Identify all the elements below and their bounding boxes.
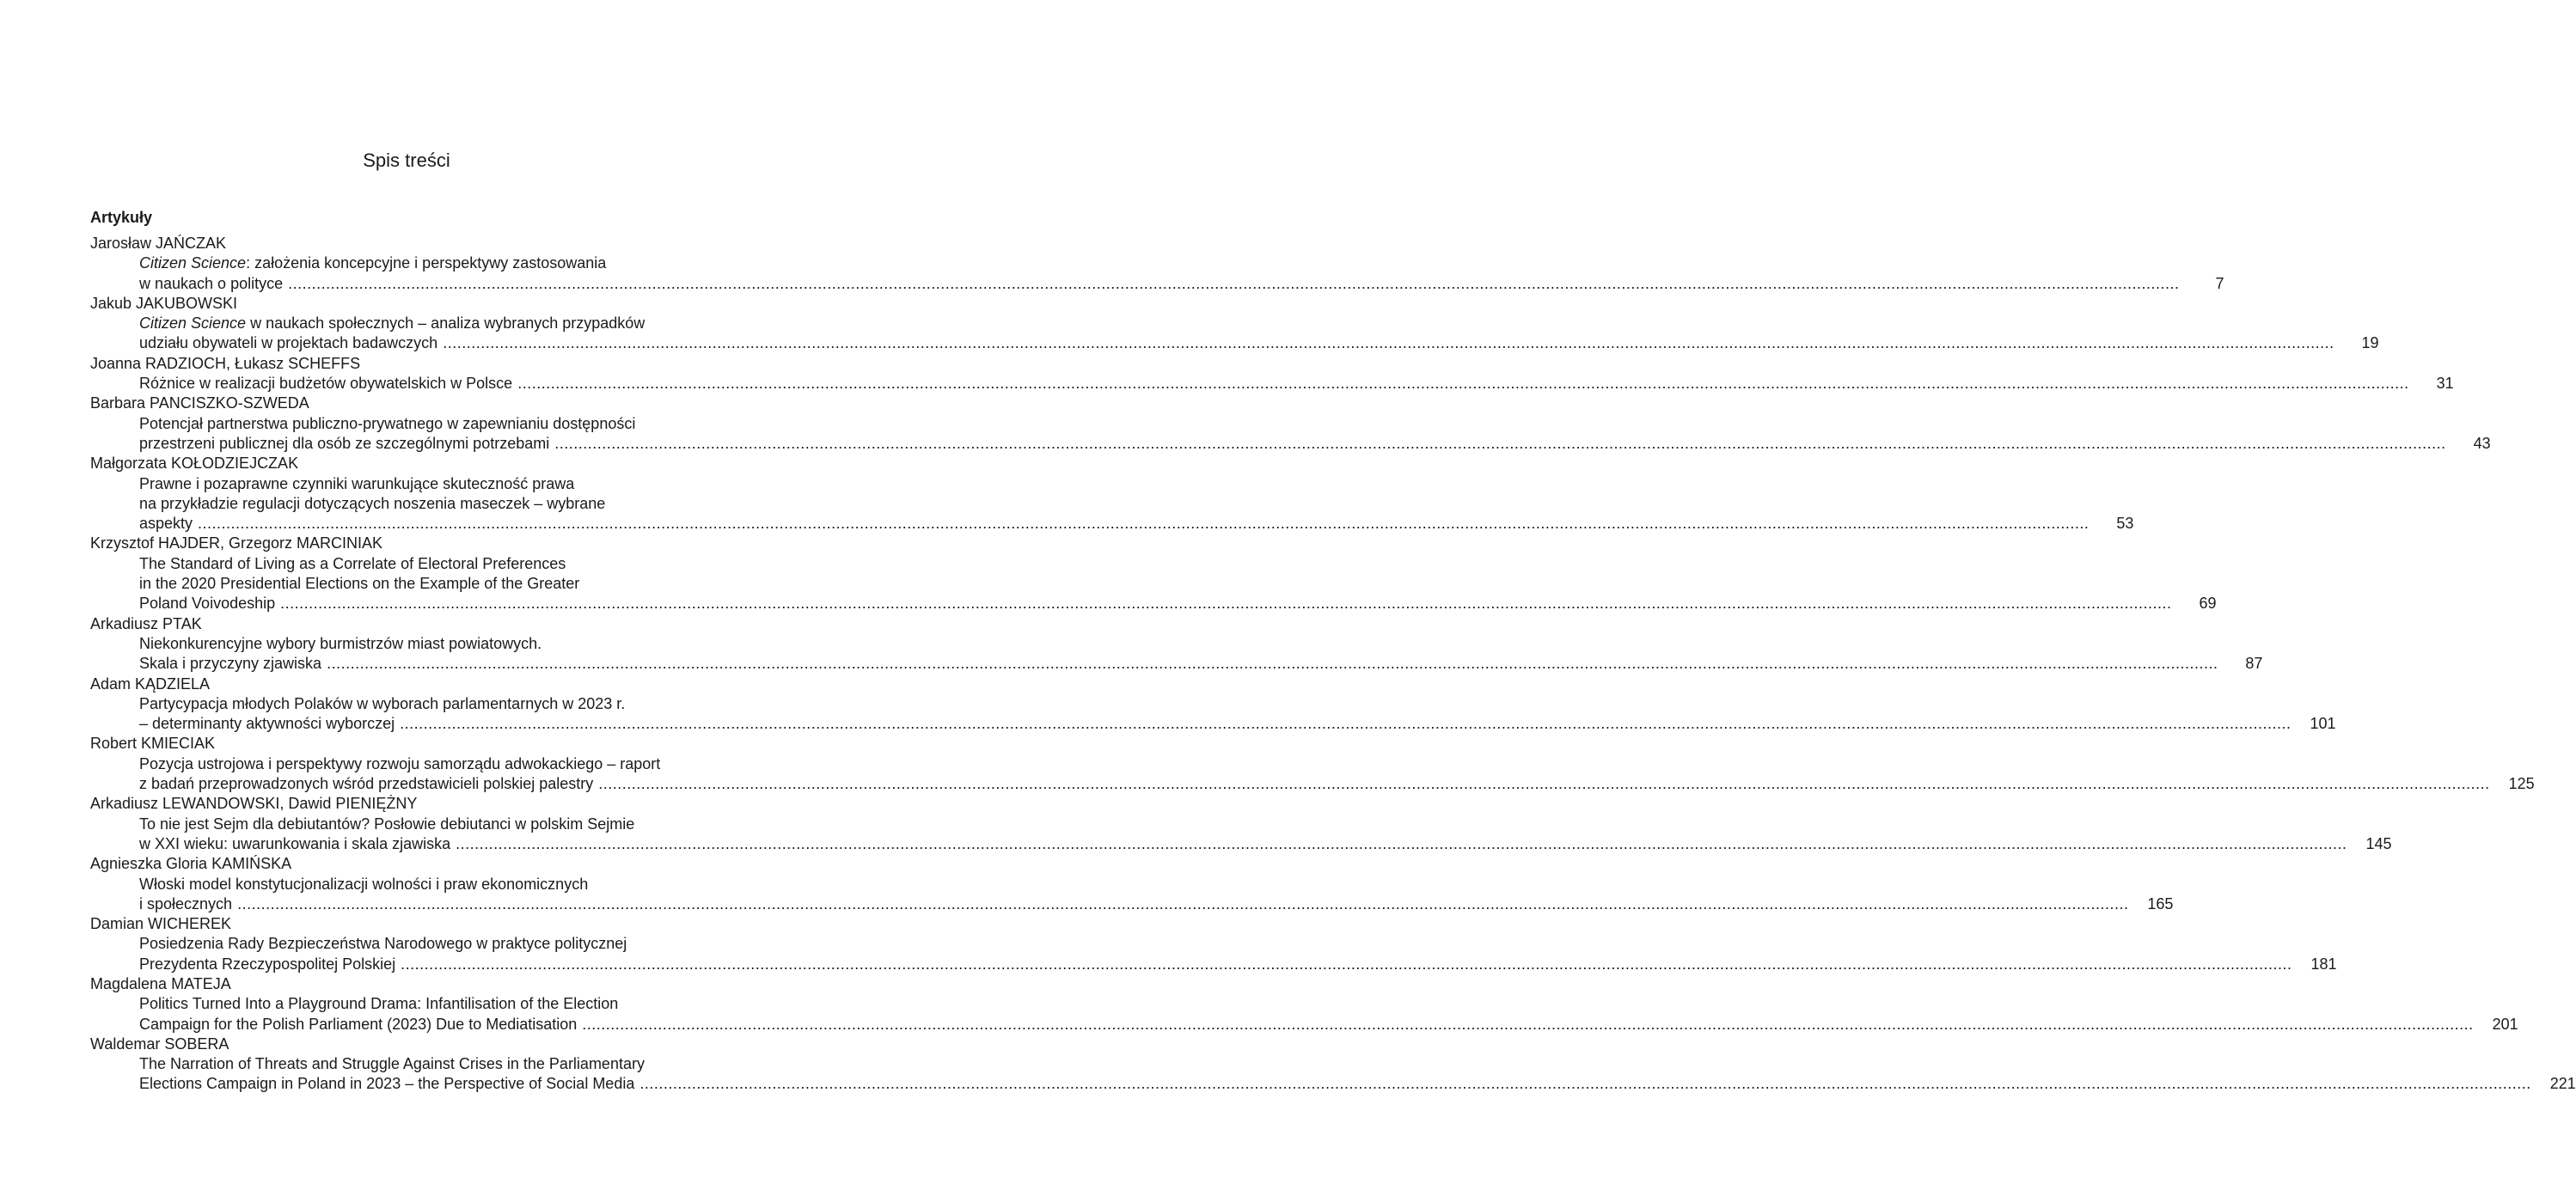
dot-leader: ................................................................................................................................................................................................................................................................................................................................................................................................................	[456, 834, 2347, 852]
toc-title	[90, 414, 2491, 455]
toc-title-text: Campaign for the Polish Parliament (2023) Due to Mediatisation	[139, 1015, 578, 1033]
toc-title-line	[139, 574, 725, 594]
toc-author: Arkadiusz PTAK	[90, 614, 202, 632]
toc-title-text: w naukach o polityce	[139, 274, 284, 292]
toc-author: Krzysztof HAJDER, Grzegorz MARCINIAK	[90, 534, 383, 552]
toc-author: Magdalena MATEJA	[90, 974, 231, 992]
toc-title-line	[139, 494, 725, 514]
toc-page-number: 125	[2508, 775, 2535, 793]
toc-entry[interactable]	[90, 974, 2518, 1035]
toc-title-line	[139, 934, 725, 954]
toc-author: Robert KMIECIAK	[90, 735, 216, 753]
toc-author: Barbara PANCISZKO-SZWEDA	[90, 394, 309, 412]
toc-title-last-line	[139, 894, 2174, 914]
dot-leader: ................................................................................................................................................................................................................................................................................................................................................................................................................	[327, 655, 2218, 673]
dot-leader: ................................................................................................................................................................................................................................................................................................................................................................................................................	[288, 274, 2180, 292]
toc-title-text: Politics Turned Into a Playground Drama: Infantilisation of the Election	[139, 995, 619, 1013]
toc-page-number: 87	[2245, 655, 2263, 673]
toc-page-number: 31	[2436, 375, 2454, 393]
toc-entry[interactable]	[90, 794, 2392, 854]
toc-title-text: z badań przeprowadzonych wśród przedstawicieli polskiej palestry	[139, 775, 594, 793]
toc-title-text: przestrzeni publicznej dla osób ze szczególnymi potrzebami	[139, 434, 550, 452]
toc-title-text: The Standard of Living as a Correlate of Electoral Preferences	[139, 554, 566, 572]
toc-author: Jarosław JAŃCZAK	[90, 235, 227, 252]
toc-title-last-line	[139, 834, 2392, 854]
toc-title-last-line	[139, 594, 2217, 613]
toc-entry[interactable]	[90, 1035, 2576, 1095]
toc-title	[90, 694, 2336, 735]
toc-title-text: – determinanty aktywności wyborczej	[139, 715, 395, 733]
toc-title-last-line	[139, 1074, 2576, 1094]
toc-title-last-line	[139, 374, 2454, 394]
toc-title	[90, 374, 2454, 394]
toc-page-number: 69	[2199, 595, 2217, 613]
toc-author: Adam KĄDZIELA	[90, 674, 211, 693]
toc-page-number: 19	[2361, 334, 2379, 352]
toc-author: Małgorzata KOŁODZIEJCZAK	[90, 455, 299, 473]
dot-leader: ................................................................................................................................................................................................................................................................................................................................................................................................................	[280, 595, 2172, 613]
toc-page-number: 201	[2492, 1015, 2518, 1033]
toc-title-line	[139, 634, 725, 654]
toc-title	[90, 754, 2535, 795]
toc-title-text: Poland Voivodeship	[139, 595, 276, 613]
toc-author: Jakub JAKUBOWSKI	[90, 294, 238, 312]
toc-title-last-line	[139, 774, 2535, 794]
toc-author: Joanna RADZIOCH, Łukasz SCHEFFS	[90, 354, 361, 372]
toc-title-text: Posiedzenia Rady Bezpieczeństwa Narodowego w praktyce politycznej	[139, 935, 627, 953]
toc-page-number: 221	[2549, 1075, 2576, 1093]
toc-title	[90, 875, 2174, 915]
toc-title-text: aspekty	[139, 515, 193, 533]
toc-title-text: udziału obywateli w projektach badawczych	[139, 334, 438, 352]
dot-leader: ................................................................................................................................................................................................................................................................................................................................................................................................................	[401, 955, 2292, 973]
toc-title-text: na przykładzie regulacji dotyczących noszenia maseczek – wybrane	[139, 494, 606, 512]
toc-entry[interactable]	[90, 354, 2454, 394]
toc-title-text: To nie jest Sejm dla debiutantów? Posłowie debiutanci w polskim Sejmie	[139, 815, 635, 833]
toc-title-text: Partycypacja młodych Polaków w wyborach parlamentarnych w 2023 r.	[139, 694, 626, 712]
dot-leader: ................................................................................................................................................................................................................................................................................................................................................................................................................	[582, 1015, 2474, 1033]
toc-author: Agnieszka Gloria KAMIŃSKA	[90, 855, 292, 873]
toc-entry[interactable]	[90, 234, 2224, 294]
toc-page-number: 53	[2116, 515, 2134, 533]
toc-entry[interactable]	[90, 854, 2174, 914]
toc-page-number: 7	[2215, 274, 2224, 292]
dot-leader: ................................................................................................................................................................................................................................................................................................................................................................................................................	[400, 715, 2291, 733]
toc-title-text: The Narration of Threats and Struggle Against Crises in the Parliamentary	[139, 1055, 645, 1073]
toc-title-text: Prawne i pozaprawne czynniki warunkujące skuteczność prawa	[139, 474, 575, 492]
toc-title-last-line	[139, 274, 2224, 294]
toc-title-last-line	[139, 333, 2379, 353]
toc-entry[interactable]	[90, 734, 2535, 794]
toc-title	[90, 1054, 2576, 1095]
toc-title-text: Prezydenta Rzeczypospolitej Polskiej	[139, 955, 396, 973]
toc-entry[interactable]	[90, 454, 2134, 534]
dot-leader: ................................................................................................................................................................................................................................................................................................................................................................................................................	[517, 375, 2409, 393]
toc-title	[90, 994, 2518, 1035]
toc-title	[90, 634, 2263, 674]
toc-title	[90, 815, 2392, 855]
toc-title-text: Różnice w realizacji budżetów obywatelskich w Polsce	[139, 375, 513, 393]
toc-title-last-line	[139, 434, 2491, 454]
dot-leader: ................................................................................................................................................................................................................................................................................................................................................................................................................	[443, 334, 2334, 352]
toc-title	[90, 554, 2217, 614]
toc-title-line	[139, 554, 725, 574]
toc-title-last-line	[139, 514, 2134, 534]
toc-title-italic: Citizen Science	[139, 254, 247, 272]
toc-title-text: i społecznych	[139, 894, 233, 912]
toc-title	[90, 314, 2379, 354]
toc-page-number: 181	[2310, 955, 2337, 973]
toc-author: Waldemar SOBERA	[90, 1035, 229, 1053]
toc-entry[interactable]	[90, 614, 2263, 674]
toc-title-line	[139, 875, 725, 894]
toc-entry[interactable]	[90, 394, 2491, 454]
toc-title-last-line	[139, 1015, 2518, 1035]
dot-leader: ................................................................................................................................................................................................................................................................................................................................................................................................................	[198, 515, 2090, 533]
toc-title-italic: Citizen Science	[139, 314, 247, 333]
toc-page-number: 145	[2365, 834, 2392, 852]
page-title: Spis treści	[363, 150, 450, 171]
toc-title	[90, 934, 2337, 974]
toc-title-line	[139, 253, 725, 273]
toc-title-line	[139, 414, 725, 434]
toc-title-text: w naukach społecznych – analiza wybranych przypadków	[246, 314, 646, 333]
toc-entry[interactable]	[90, 674, 2336, 735]
toc-title-text: w XXI wieku: uwarunkowania i skala zjawiska	[139, 834, 451, 852]
toc-entry[interactable]	[90, 914, 2337, 974]
toc-title-line	[139, 314, 725, 333]
toc-title-text: in the 2020 Presidential Elections on the Example of the Greater	[139, 575, 580, 593]
table-of-contents	[90, 234, 2576, 1095]
toc-title-last-line	[139, 955, 2337, 974]
toc-title	[90, 253, 2224, 294]
toc-page-number: 165	[2147, 894, 2174, 912]
toc-title-line	[139, 694, 725, 714]
toc-title-text: : założenia koncepcyjne i perspektywy zastosowania	[246, 254, 607, 272]
dot-leader: ................................................................................................................................................................................................................................................................................................................................................................................................................	[639, 1075, 2531, 1093]
toc-title-line	[139, 754, 725, 774]
toc-title-text: Niekonkurencyjne wybory burmistrzów miast powiatowych.	[139, 634, 542, 652]
toc-title-text: Skala i przyczyny zjawiska	[139, 655, 322, 673]
toc-author: Arkadiusz LEWANDOWSKI, Dawid PIENIĘŻNY	[90, 795, 418, 813]
toc-title-text: Włoski model konstytucjonalizacji wolności i praw ekonomicznych	[139, 875, 589, 893]
toc-title-line	[139, 815, 725, 834]
toc-title-line	[139, 1054, 725, 1074]
toc-title-line	[139, 474, 725, 494]
dot-leader: ................................................................................................................................................................................................................................................................................................................................................................................................................	[554, 434, 2446, 452]
toc-author: Damian WICHEREK	[90, 915, 232, 933]
dot-leader: ................................................................................................................................................................................................................................................................................................................................................................................................................	[237, 894, 2129, 912]
section-heading: Artykuły	[90, 209, 153, 226]
toc-title-last-line	[139, 714, 2336, 734]
dot-leader: ................................................................................................................................................................................................................................................................................................................................................................................................................	[598, 775, 2490, 793]
toc-title-text: Elections Campaign in Poland in 2023 – the Perspective of Social Media	[139, 1075, 635, 1093]
toc-title-text: Potencjał partnerstwa publiczno-prywatnego w zapewnianiu dostępności	[139, 414, 636, 432]
toc-title	[90, 474, 2134, 534]
toc-page-number: 101	[2310, 715, 2336, 733]
toc-page-number: 43	[2473, 434, 2491, 452]
toc-entry[interactable]	[90, 534, 2217, 613]
toc-title-line	[139, 994, 725, 1014]
toc-title-last-line	[139, 654, 2263, 674]
toc-title-text: Pozycja ustrojowa i perspektywy rozwoju samorządu adwokackiego – raport	[139, 754, 661, 772]
toc-entry[interactable]	[90, 294, 2379, 354]
